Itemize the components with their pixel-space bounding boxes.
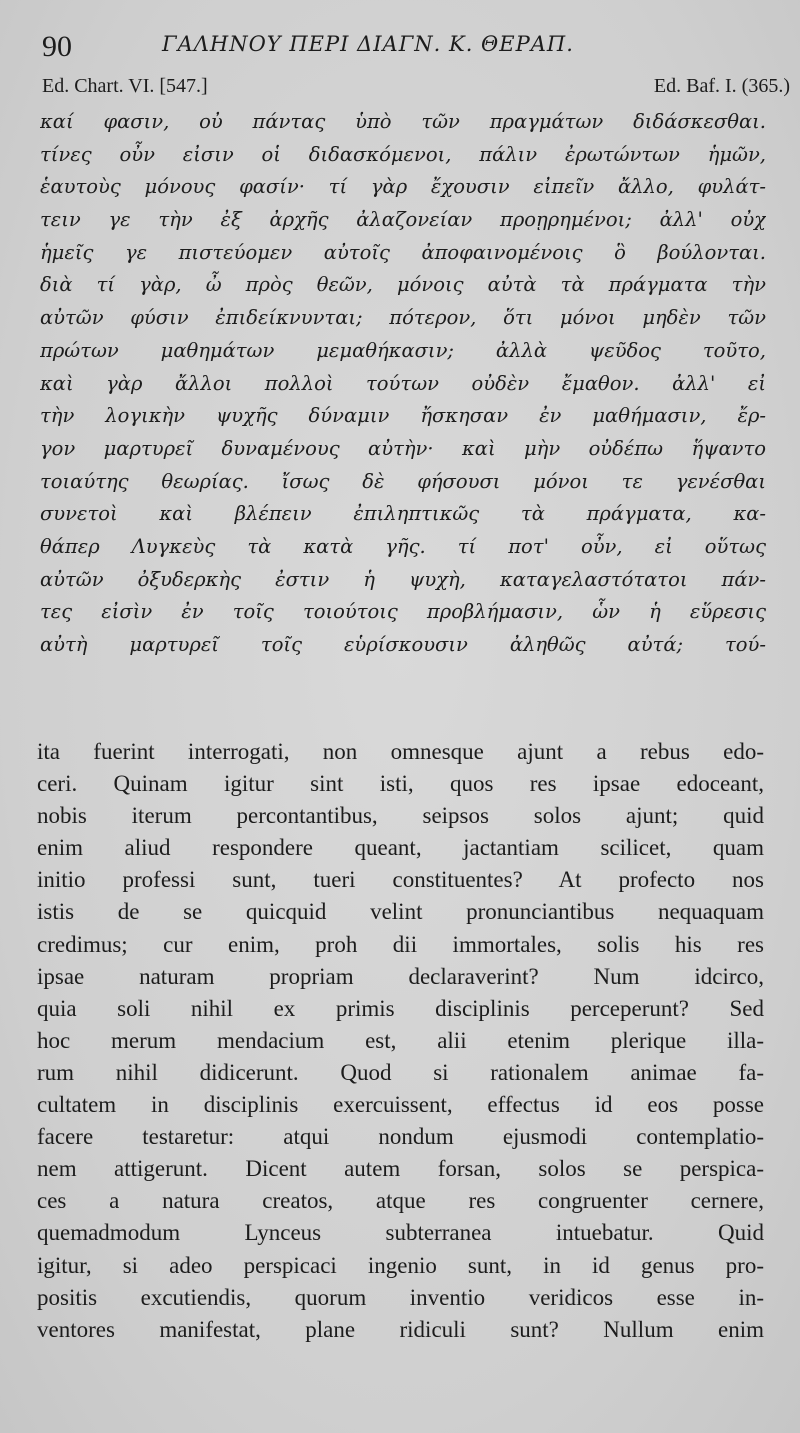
latin-text-line: istis de se quicquid velint pronunciantibus nequaquam [37, 899, 764, 925]
latin-text-line: igitur, si adeo perspicaci ingenio sunt, in id genus pro- [37, 1252, 764, 1278]
latin-text-line: nem attigerunt. Dicent autem forsan, solos se perspica- [37, 1156, 764, 1182]
greek-text-line: γον μαρτυρεῖ δυναμένους αὐτὴν· καὶ μὴν οὐδέπω ἥψαντο [40, 436, 766, 460]
page-number: 90 [42, 30, 72, 63]
greek-text-line: πρώτων μαθημάτων μεμαθήκασιν; ἀλλὰ ψεῦδος τοῦτο, [40, 338, 766, 362]
page-header [42, 30, 782, 70]
latin-text-line: rum nihil didicerunt. Quod si rationalem animae fa- [37, 1059, 764, 1085]
greek-text-line: τὴν λογικὴν ψυχῆς δύναμιν ἤσκησαν ἐν μαθήμασιν, ἔρ- [40, 404, 766, 428]
latin-text-line: quia soli nihil ex primis disciplinis perceperunt? Sed [37, 995, 764, 1021]
greek-text-line: καί φασιν, οὐ πάντας ὑπὸ τῶν πραγμάτων διδάσκεσθαι. [40, 110, 766, 133]
latin-text-line: cultatem in disciplinis exercuissent, effectus id eos posse [37, 1092, 764, 1118]
latin-text-line: ceri. Quinam igitur sint isti, quos res ipsae edoceant, [37, 771, 764, 797]
latin-text-line: ita fuerint interrogati, non omnesque ajunt a rebus edo- [37, 739, 764, 764]
greek-text-line: τειν γε τὴν ἐξ ἀρχῆς ἀλαζονείαν προῃρημένοι; ἀλλ' οὐχ [40, 208, 766, 232]
latin-text-block [37, 736, 764, 1346]
greek-text-line: τες εἰσὶν ἐν τοῖς τοιούτοις προβλήμασιν, ὧν ἡ εὕρεσις [40, 600, 766, 624]
running-title: ΓΑΛΗΝΟΥ ΠΕΡΙ ΔΙΑΓΝ. Κ. ΘΕΡΑΠ. [162, 32, 574, 56]
latin-text-line: ventores manifestat, plane ridiculi sunt? Nullum enim [37, 1316, 764, 1342]
greek-text-line: τίνες οὖν εἰσιν οἱ διδασκόμενοι, πάλιν ἐρωτώντων ἡμῶν, [40, 142, 766, 166]
greek-text-line: καὶ γὰρ ἄλλοι πολλοὶ τούτων οὐδὲν ἔμαθον. ἀλλ' εἰ [40, 371, 766, 395]
greek-text-line: αὐτῶν φύσιν ἐπιδείκνυνται; πότερον, ὅτι μόνοι μηδὲν τῶν [40, 306, 766, 330]
latin-text-line: quemadmodum Lynceus subterranea intuebatur. Quid [37, 1220, 764, 1246]
greek-text-line: αὐτῶν ὀξυδερκὴς ἐστιν ἡ ψυχὴ, καταγελαστότατοι πάν- [40, 567, 766, 591]
greek-text-block [40, 106, 766, 662]
greek-text-line: αὐτὴ μαρτυρεῖ τοῖς εὑρίσκουσιν ἀληθῶς αὐτά; τού- [40, 633, 766, 656]
edition-reference-right: Ed. Baf. I. (365.) [653, 75, 790, 97]
latin-text-line: facere testaretur: atqui nondum ejusmodi contemplatio- [37, 1124, 764, 1150]
greek-text-line: θάπερ Λυγκεὺς τὰ κατὰ γῆς. τί ποτ' οὖν, εἰ οὕτως [40, 534, 766, 558]
greek-text-line: συνετοὶ καὶ βλέπειν ἐπιληπτικῶς τὰ πράγματα, κα- [40, 502, 766, 526]
latin-text-line: credimus; cur enim, proh dii immortales, solis his res [37, 931, 764, 957]
latin-text-line: positis excutiendis, quorum inventio veridicos esse in- [37, 1284, 764, 1310]
edition-reference-line [42, 75, 790, 105]
latin-text-line: nobis iterum percontantibus, seipsos solos ajunt; quid [37, 803, 764, 829]
latin-text-line: enim aliud respondere queant, jactantiam scilicet, quam [37, 835, 764, 861]
latin-text-line: initio professi sunt, tueri constituentes? At profecto nos [37, 867, 764, 893]
latin-text-line: ces a natura creatos, atque res congruenter cernere, [37, 1188, 764, 1214]
greek-text-line: τοιαύτης θεωρίας. ἴσως δὲ φήσουσι μόνοι τε γενέσθαι [40, 469, 766, 493]
greek-text-line: ἑαυτοὺς μόνους φασίν· τί γὰρ ἔχουσιν εἰπεῖν ἄλλο, φυλάτ- [40, 175, 766, 199]
latin-text-line: hoc merum mendacium est, alii etenim plerique illa- [37, 1027, 764, 1053]
greek-text-line: διὰ τί γὰρ, ὦ πρὸς θεῶν, μόνοις αὐτὰ τὰ πράγματα τὴν [40, 273, 766, 297]
latin-text-line: ipsae naturam propriam declaraverint? Num idcirco, [37, 963, 764, 989]
greek-text-line: ἡμεῖς γε πιστεύομεν αὐτοῖς ἀποφαινομένοις ὃ βούλονται. [40, 240, 766, 264]
edition-reference-left: Ed. Chart. VI. [547.] [42, 75, 208, 97]
